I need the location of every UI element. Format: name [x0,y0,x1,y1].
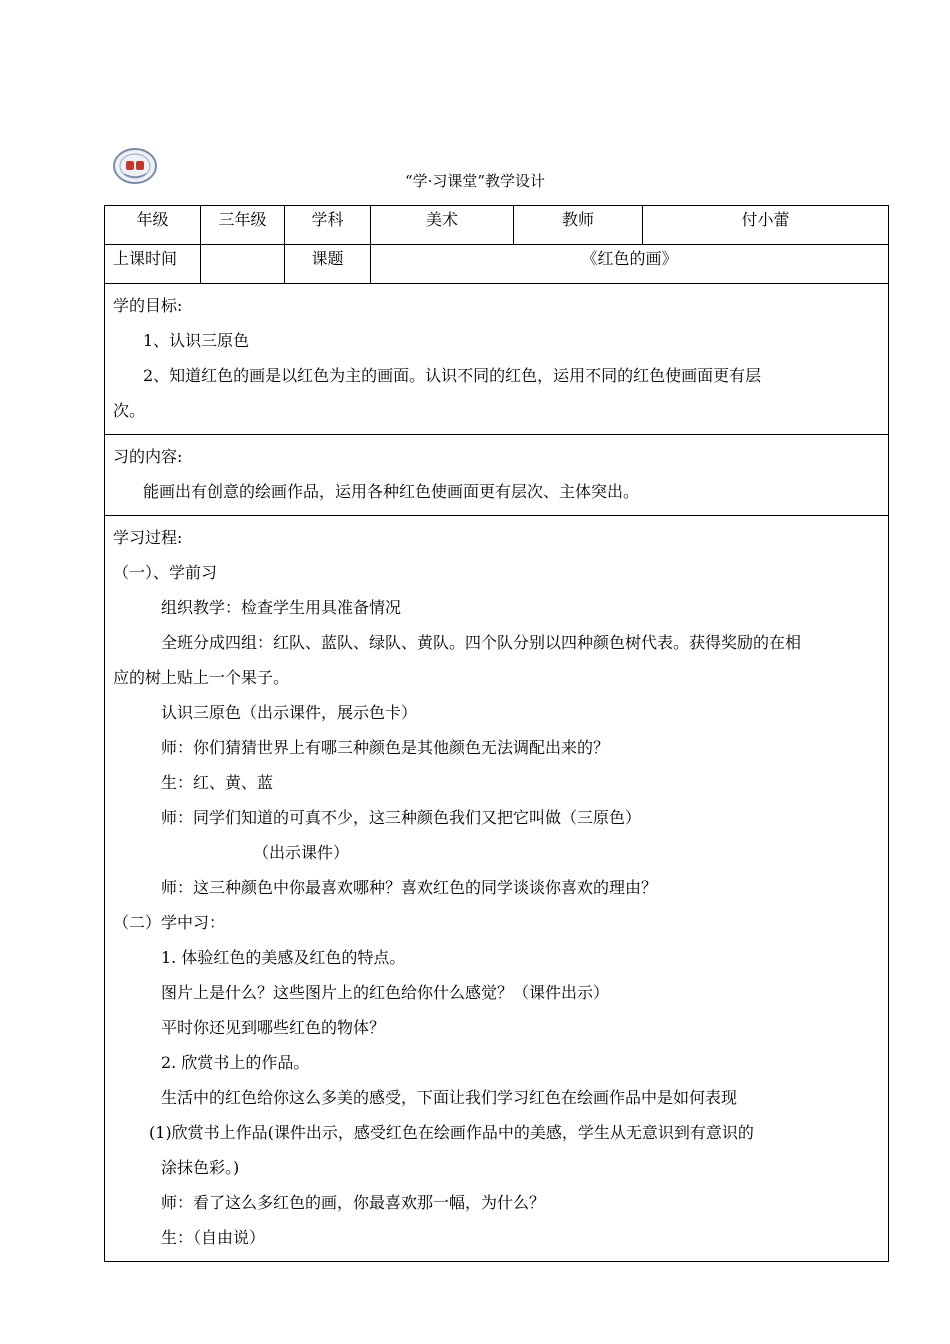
content-heading: 习的内容: [113,447,183,466]
process-line: 师：看了这么多红色的画，你最喜欢那一幅，为什么？ [161,1193,546,1212]
goal-item: 2、知道红色的画是以红色为主的画面。认识不同的红色，运用不同的红色使画面更有层 [143,366,762,385]
process-line: 2. 欣赏书上的作品。 [161,1053,310,1072]
goal-item: 1、认识三原色 [143,331,250,350]
goals-heading: 学的目标: [113,296,183,315]
goals-section [105,284,889,435]
time-value [201,245,285,284]
process-section [105,516,889,1262]
process-line: 师：这三种颜色中你最喜欢哪种？喜欢红色的同学谈谈你喜欢的理由？ [161,878,658,897]
content-text: 能画出有创意的绘画作品，运用各种红色使画面更有层次、主体突出。 [143,482,640,501]
lesson-plan-table [104,205,889,1262]
process-line: 生活中的红色给你这么多美的感受，下面让我们学习红色在绘画作品中是如何表现 [161,1088,738,1107]
topic-label: 课题 [285,245,371,284]
info-row-2 [105,245,889,284]
process-row [105,516,889,1262]
goal-item-continued: 次。 [113,401,146,420]
content-row [105,435,889,516]
process-part-heading: （二）学中习： [113,913,226,932]
process-line: 师：你们猜猜世界上有哪三种颜色是其他颜色无法调配出来的？ [161,738,610,757]
process-line: 图片上是什么？这些图片上的红色给你什么感觉？（课件出示） [161,983,610,1002]
process-line: (1)欣赏书上作品(课件出示，感受红色在绘画作品中的美感，学生从无意识到有意识的 [149,1123,754,1142]
grade-label: 年级 [105,206,201,245]
process-line: 全班分成四组：红队、蓝队、绿队、黄队。四个队分别以四种颜色树代表。获得奖励的在相 [161,633,802,652]
subject-value: 美术 [371,206,514,245]
grade-value: 三年级 [201,206,285,245]
process-line: 平时你还见到哪些红色的物体？ [161,1018,386,1037]
info-row-1 [105,206,889,245]
teacher-label: 教师 [514,206,643,245]
document-title: “学·习课堂”教学设计 [404,172,546,190]
process-line: 生：（自由说） [161,1228,266,1247]
process-line-continued: 涂抹色彩。) [161,1158,240,1177]
teacher-value: 付小蕾 [643,206,889,245]
time-label: 上课时间 [105,245,201,284]
topic-value: 《红色的画》 [371,245,889,284]
process-line: 师：同学们知道的可真不少，这三种颜色我们又把它叫做（三原色） [161,808,642,827]
process-line: 组织教学：检查学生用具准备情况 [161,598,402,617]
process-heading: 学习过程: [113,528,183,547]
process-line: 1. 体验红色的美感及红色的特点。 [161,948,406,967]
process-line-continued: 应的树上贴上一个果子。 [113,668,290,687]
content-section [105,435,889,516]
subject-label: 学科 [285,206,371,245]
goals-row [105,284,889,435]
process-line: （出示课件） [253,843,350,862]
process-line: 认识三原色（出示课件，展示色卡） [161,703,418,722]
process-line: 生：红、黄、蓝 [161,773,274,792]
process-part-heading: （一）、学前习 [113,563,218,582]
